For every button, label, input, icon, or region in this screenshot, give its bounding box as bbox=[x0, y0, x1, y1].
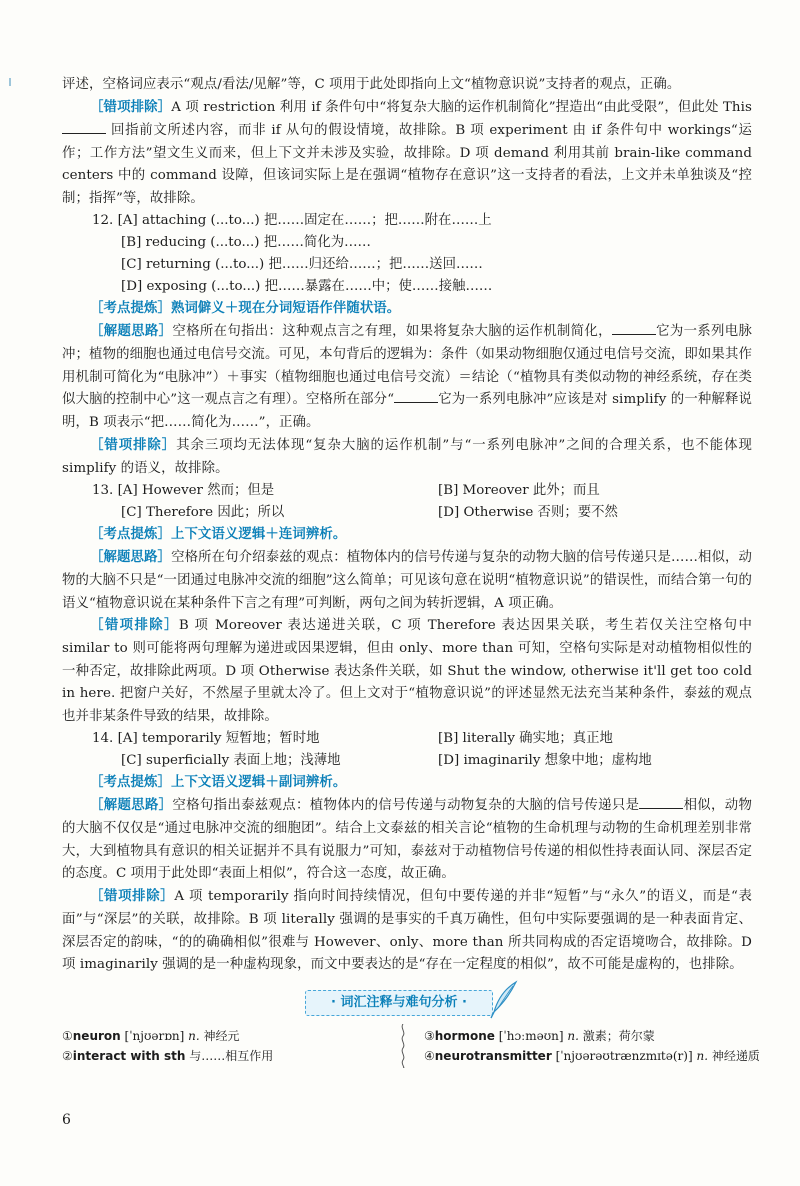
e12-text: 其余三项均无法体现“复杂大脑的运作机制”与“一系列电脉冲”之间的合理关系，也不能体现 simplify 的语义，故排除。 bbox=[62, 438, 752, 476]
vocab-meaning: 与……相互作用 bbox=[189, 1049, 274, 1063]
blank-line bbox=[62, 121, 106, 134]
q12-solution bbox=[62, 321, 752, 435]
q13-option-a bbox=[92, 480, 274, 502]
vocab-item-4 bbox=[424, 1046, 760, 1066]
q14-d-text: [D] imaginarily 想象中地；虚构地 bbox=[438, 753, 652, 768]
exclusion-tag: ［错项排除］ bbox=[90, 438, 177, 453]
vocab-word: neuron bbox=[72, 1029, 121, 1043]
e14-text: A 项 temporarily 指向时间持续情况，但句中要传递的并非“短暂”与“永久”的语义，而是“表面”与“深层”的关联，故排除。B 项 literally 强调的是事实的千真万确性，但句中实际要强调的是一种表面肯定、深层否定的韵味，“的的确确相似”很难与 However、only、more than 所共同构成的否定语境吻合，故排除。D 项 imaginarily 强调的是一种虚构现象，而文中要表达的是“存在一定程度的相似”，故不可能是虚构的，也排除。 bbox=[62, 889, 752, 973]
q12-option-d bbox=[121, 276, 492, 298]
q12-d-text: [D] exposing (...to...) 把……暴露在……中；使……接触…… bbox=[121, 279, 493, 294]
vocab-pos: n. bbox=[188, 1029, 200, 1043]
blank-line bbox=[639, 796, 683, 809]
s14-text-b: 相似，动物的大脑不仅仅是“通过电脉冲交流的细胞团”。结合上文泰兹的相关言论“植物的生命机理与动物的生命机理差别非常大，大到植物具有意识的相关证据并不具有说服力”可知，泰兹对于动植物信号传递的相似性持表面认同、深层否定的态度。C 项用于此处即“表面上相似”，符合这一态度，故正确。 bbox=[62, 798, 752, 882]
q13-a-text: [A] However 然而；但是 bbox=[117, 483, 275, 498]
q12-option-a bbox=[92, 210, 492, 232]
key-point-tag: ［考点提炼］ bbox=[90, 527, 171, 542]
q14-option-d bbox=[438, 750, 652, 772]
q12-a-text: [A] attaching (...to...) 把……固定在……；把……附在……上 bbox=[117, 213, 492, 228]
key-point-tag: ［考点提炼］ bbox=[90, 301, 171, 316]
q12-option-c bbox=[121, 254, 483, 276]
s14-text-a: 空格句指出泰兹观点：植物体内的信号传递与动物复杂的大脑的信号传递只是 bbox=[172, 798, 640, 813]
exclusion-tag: ［错项排除］ bbox=[90, 889, 175, 904]
q14-number: 14. bbox=[92, 731, 114, 746]
page-number: 6 bbox=[62, 1112, 71, 1128]
k12-text: 熟词僻义＋现在分词短语作伴随状语。 bbox=[170, 301, 401, 316]
vocab-number: ① bbox=[62, 1029, 73, 1043]
solution-tag: ［解题思路］ bbox=[90, 324, 173, 339]
solution-tag: ［解题思路］ bbox=[90, 550, 172, 565]
q13-c-text: [C] Therefore 因此；所以 bbox=[121, 505, 285, 520]
e13-text: B 项 Moreover 表达递进关联，C 项 Therefore 表达因果关联，考生若仅关注空格句中 similar to 则可能将两句理解为递进或因果逻辑，但由 only、more than 可知，空格句实际是对动植物相似性的一种否定，故排除此两项。D 项 Otherwise 表达条件关联，如 Shut the window, otherwise it'll get too cold in here. 把窗户关好，不然屋子里就太冷了。但上文对于“植物意识说”的评述显然无法充当某种条件，泰兹的观点也并非某条件导致的结果，故排除。 bbox=[62, 618, 752, 725]
q12-key-point bbox=[62, 298, 752, 321]
blank-line bbox=[394, 390, 438, 403]
k14-text: 上下文语义逻辑＋副词辨析。 bbox=[170, 775, 347, 790]
q13-d-text: [D] Otherwise 否则；要不然 bbox=[438, 505, 618, 520]
vocab-word: hormone bbox=[434, 1029, 495, 1043]
paragraph-11-exclusion bbox=[62, 97, 752, 211]
key-point-tag: ［考点提炼］ bbox=[90, 775, 171, 790]
vocab-number: ② bbox=[62, 1049, 73, 1063]
s12-text-a: 空格所在句指出：这种观点言之有理，如果将复杂大脑的运作机制简化， bbox=[172, 324, 612, 339]
q12-option-b bbox=[121, 232, 371, 254]
q13-option-b bbox=[438, 480, 600, 502]
vocab-number: ④ bbox=[424, 1049, 435, 1063]
vocab-number: ③ bbox=[424, 1029, 435, 1043]
exclusion-tag: ［错项排除］ bbox=[90, 100, 172, 115]
q12-b-text: [B] reducing (...to...) 把……简化为…… bbox=[121, 235, 371, 250]
column-divider-icon bbox=[400, 1024, 406, 1068]
q12-c-text: [C] returning (...to...) 把……归还给……；把……送回…… bbox=[121, 257, 483, 272]
vocab-ipa: [ˈnjʊərəʊtrænzmɪtə(r)] bbox=[555, 1049, 693, 1063]
q13-solution bbox=[62, 547, 752, 615]
vocab-word: interact with sth bbox=[72, 1049, 186, 1063]
q12-number: 12. bbox=[92, 213, 114, 228]
blank-line bbox=[612, 322, 656, 335]
q14-option-a bbox=[92, 728, 319, 750]
s13-text: 空格所在句介绍泰兹的观点：植物体内的信号传递与复杂的动物大脑的信号传递只是……相似，动物的大脑不只是“一团通过电脉冲交流的细胞”这么简单；可见该句意在说明“植物意识说”的错误性，而结合第一句的语义“植物意识说在某种条件下言之有理”可判断，两句之间为转折逻辑，A 项正确。 bbox=[62, 550, 753, 611]
q14-option-b bbox=[438, 728, 613, 750]
q14-a-text: [A] temporarily 短暂地；暂时地 bbox=[117, 731, 320, 746]
exclusion-tag: ［错项排除］ bbox=[90, 618, 179, 633]
solution-tag: ［解题思路］ bbox=[90, 798, 173, 813]
vocab-ipa: [ˈnjʊərɒn] bbox=[124, 1029, 185, 1043]
s12-text-b: 它为一系列电脉冲；植物的细胞也通过电信号交流。可见，本句背后的逻辑为：条件（如果动物细胞仅通过电信号交流，即如果其作用机制可简化为“电脉冲”）＋事实（植物细胞也通过电信号交流）＝结论（“植物具有类似动物的神经系统，存在类似大脑的控制中心”这一观点言之有理）。空格所在部分“ bbox=[62, 324, 752, 408]
vocab-item-2 bbox=[62, 1046, 273, 1066]
vocab-item-3 bbox=[424, 1026, 655, 1046]
vocab-pos: n. bbox=[696, 1049, 709, 1063]
q14-exclusion bbox=[62, 886, 752, 977]
q12-exclusion bbox=[62, 435, 752, 481]
q13-number: 13. bbox=[92, 483, 114, 498]
k13-text: 上下文语义逻辑＋连词辨析。 bbox=[170, 527, 347, 542]
quill-pen-icon bbox=[488, 980, 520, 1020]
q14-key-point bbox=[62, 772, 752, 795]
p2-text-b: 回指前文所述内容，而非 if 从句的假设情境，故排除。B 项 experiment 由 if 条件句中 workings“运作；工作方法”望文生义而来，但上下文并未涉及实验，故排除。D 项 demand 利用其前 brain-like command centers 中的 command 设障，但该词实际上是在强调“植物存在意识”这一支持者的看法，上文并未单独谈及“控制；指挥”等，故排除。 bbox=[62, 122, 752, 207]
vocab-pos: n. bbox=[567, 1029, 579, 1043]
vocab-ipa: [ˈhɔːməʊn] bbox=[498, 1029, 564, 1043]
vocab-meaning: 神经递质 bbox=[711, 1049, 760, 1063]
q14-solution bbox=[62, 795, 752, 886]
p1-text: 评述，空格词应表示“观点/看法/见解”等，C 项用于此处即指向上文“植物意识说”支持者的观点，正确。 bbox=[62, 77, 681, 92]
q14-b-text: [B] literally 确实地；真正地 bbox=[438, 731, 613, 746]
q13-b-text: [B] Moreover 此外；而且 bbox=[438, 483, 600, 498]
q14-c-text: [C] superficially 表面上地；浅薄地 bbox=[121, 753, 341, 768]
q13-exclusion bbox=[62, 615, 752, 729]
margin-mark-icon bbox=[8, 78, 12, 86]
q14-option-c bbox=[121, 750, 341, 772]
s12-text-c: 它为一系列电脉冲”应该是对 simplify 的一种解释说明，B 项表示“把……简化为……”，正确。 bbox=[62, 392, 752, 431]
vocab-meaning: 激素；荷尔蒙 bbox=[582, 1029, 655, 1043]
vocab-word: neurotransmitter bbox=[434, 1049, 552, 1063]
p2-text-a: A 项 restriction 利用 if 条件句中“将复杂大脑的运作机制简化”捏造出“由此受限”，但此处 This bbox=[171, 100, 753, 115]
vocab-item-1 bbox=[62, 1026, 240, 1046]
q13-key-point bbox=[62, 524, 752, 547]
q13-option-d bbox=[438, 502, 618, 524]
vocab-section-banner: · 词汇注释与难句分析 · bbox=[305, 990, 493, 1016]
vocab-meaning: 神经元 bbox=[203, 1029, 240, 1043]
paragraph-11-conclusion bbox=[62, 74, 752, 97]
q13-option-c bbox=[121, 502, 284, 524]
